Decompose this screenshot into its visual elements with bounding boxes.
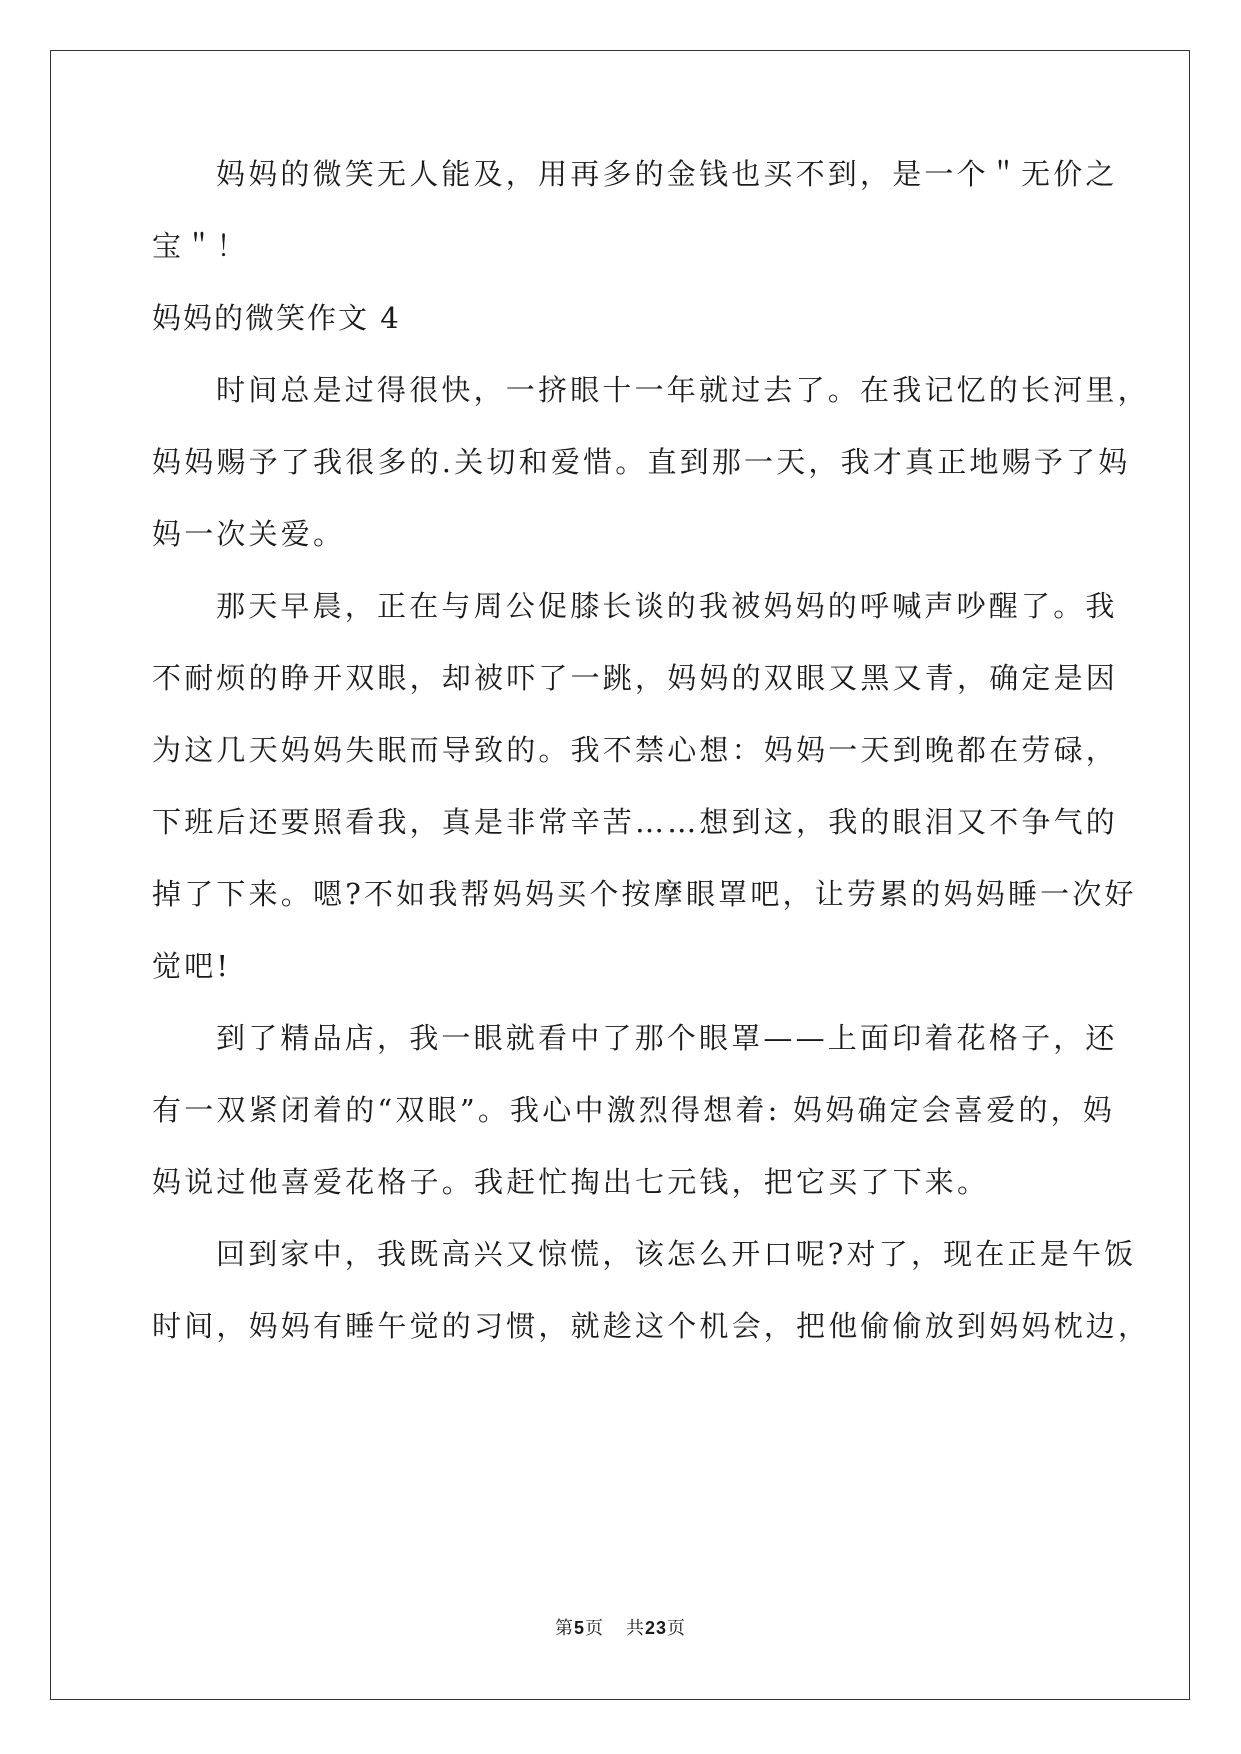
essay-heading: 妈妈的微笑作文 4 — [152, 301, 401, 335]
paragraph-line: 有一双紧闭着的“双眼”。我心中激烈得想着: 妈妈确定会喜爱的，妈 — [152, 1093, 1116, 1127]
total-prefix: 共 — [625, 1618, 645, 1639]
paragraph-line: 妈妈赐予了我很多的.关切和爱惜。直到那一天，我才真正地赐予了妈 — [152, 445, 1131, 479]
paragraph-line: 回到家中，我既高兴又惊慌，该怎么开口呢?对了，现在正是午饭 — [216, 1237, 1137, 1271]
paragraph-line: 到了精品店，我一眼就看中了那个眼罩——上面印着花格子，还 — [216, 1021, 1118, 1055]
total-pages: 23 — [644, 1618, 668, 1638]
paragraph-line: 妈妈的微笑无人能及，用再多的金钱也买不到，是一个＂无价之 — [216, 157, 1118, 191]
paragraph-line: 时间，妈妈有睡午觉的习惯，就趁这个机会，把他偷偷放到妈妈枕边， — [152, 1309, 1151, 1343]
paragraph-line: 时间总是过得很快，一挤眼十一年就过去了。在我记忆的长河里， — [216, 373, 1150, 407]
page-border — [50, 50, 1190, 1700]
paragraph-line: 不耐烦的睁开双眼，却被吓了一跳，妈妈的双眼又黑又青，确定是因 — [152, 661, 1119, 695]
paragraph-line: 觉吧! — [152, 949, 232, 983]
page-prefix: 第 — [554, 1618, 574, 1639]
paragraph-line: 那天早晨，正在与周公促膝长谈的我被妈妈的呼喊声吵醒了。我 — [216, 589, 1118, 623]
page-number: 5 — [573, 1618, 585, 1638]
paragraph-line: 妈一次关爱。 — [152, 517, 346, 551]
total-suffix: 页 — [667, 1618, 687, 1639]
paragraph-line: 宝＂！ — [152, 229, 249, 263]
page-suffix: 页 — [584, 1618, 604, 1639]
paragraph-line: 妈说过他喜爱花格子。我赶忙掏出七元钱，把它买了下来。 — [152, 1165, 990, 1199]
paragraph-line: 下班后还要照看我，真是非常辛苦……想到这，我的眼泪又不争气的 — [152, 805, 1119, 839]
paragraph-line: 掉了下来。嗯?不如我帮妈妈买个按摩眼罩吧，让劳累的妈妈睡一次好 — [152, 877, 1137, 911]
paragraph-line: 为这几天妈妈失眠而导致的。我不禁心想：妈妈一天到晚都在劳碌， — [152, 733, 1119, 767]
page-footer — [0, 1614, 1241, 1640]
